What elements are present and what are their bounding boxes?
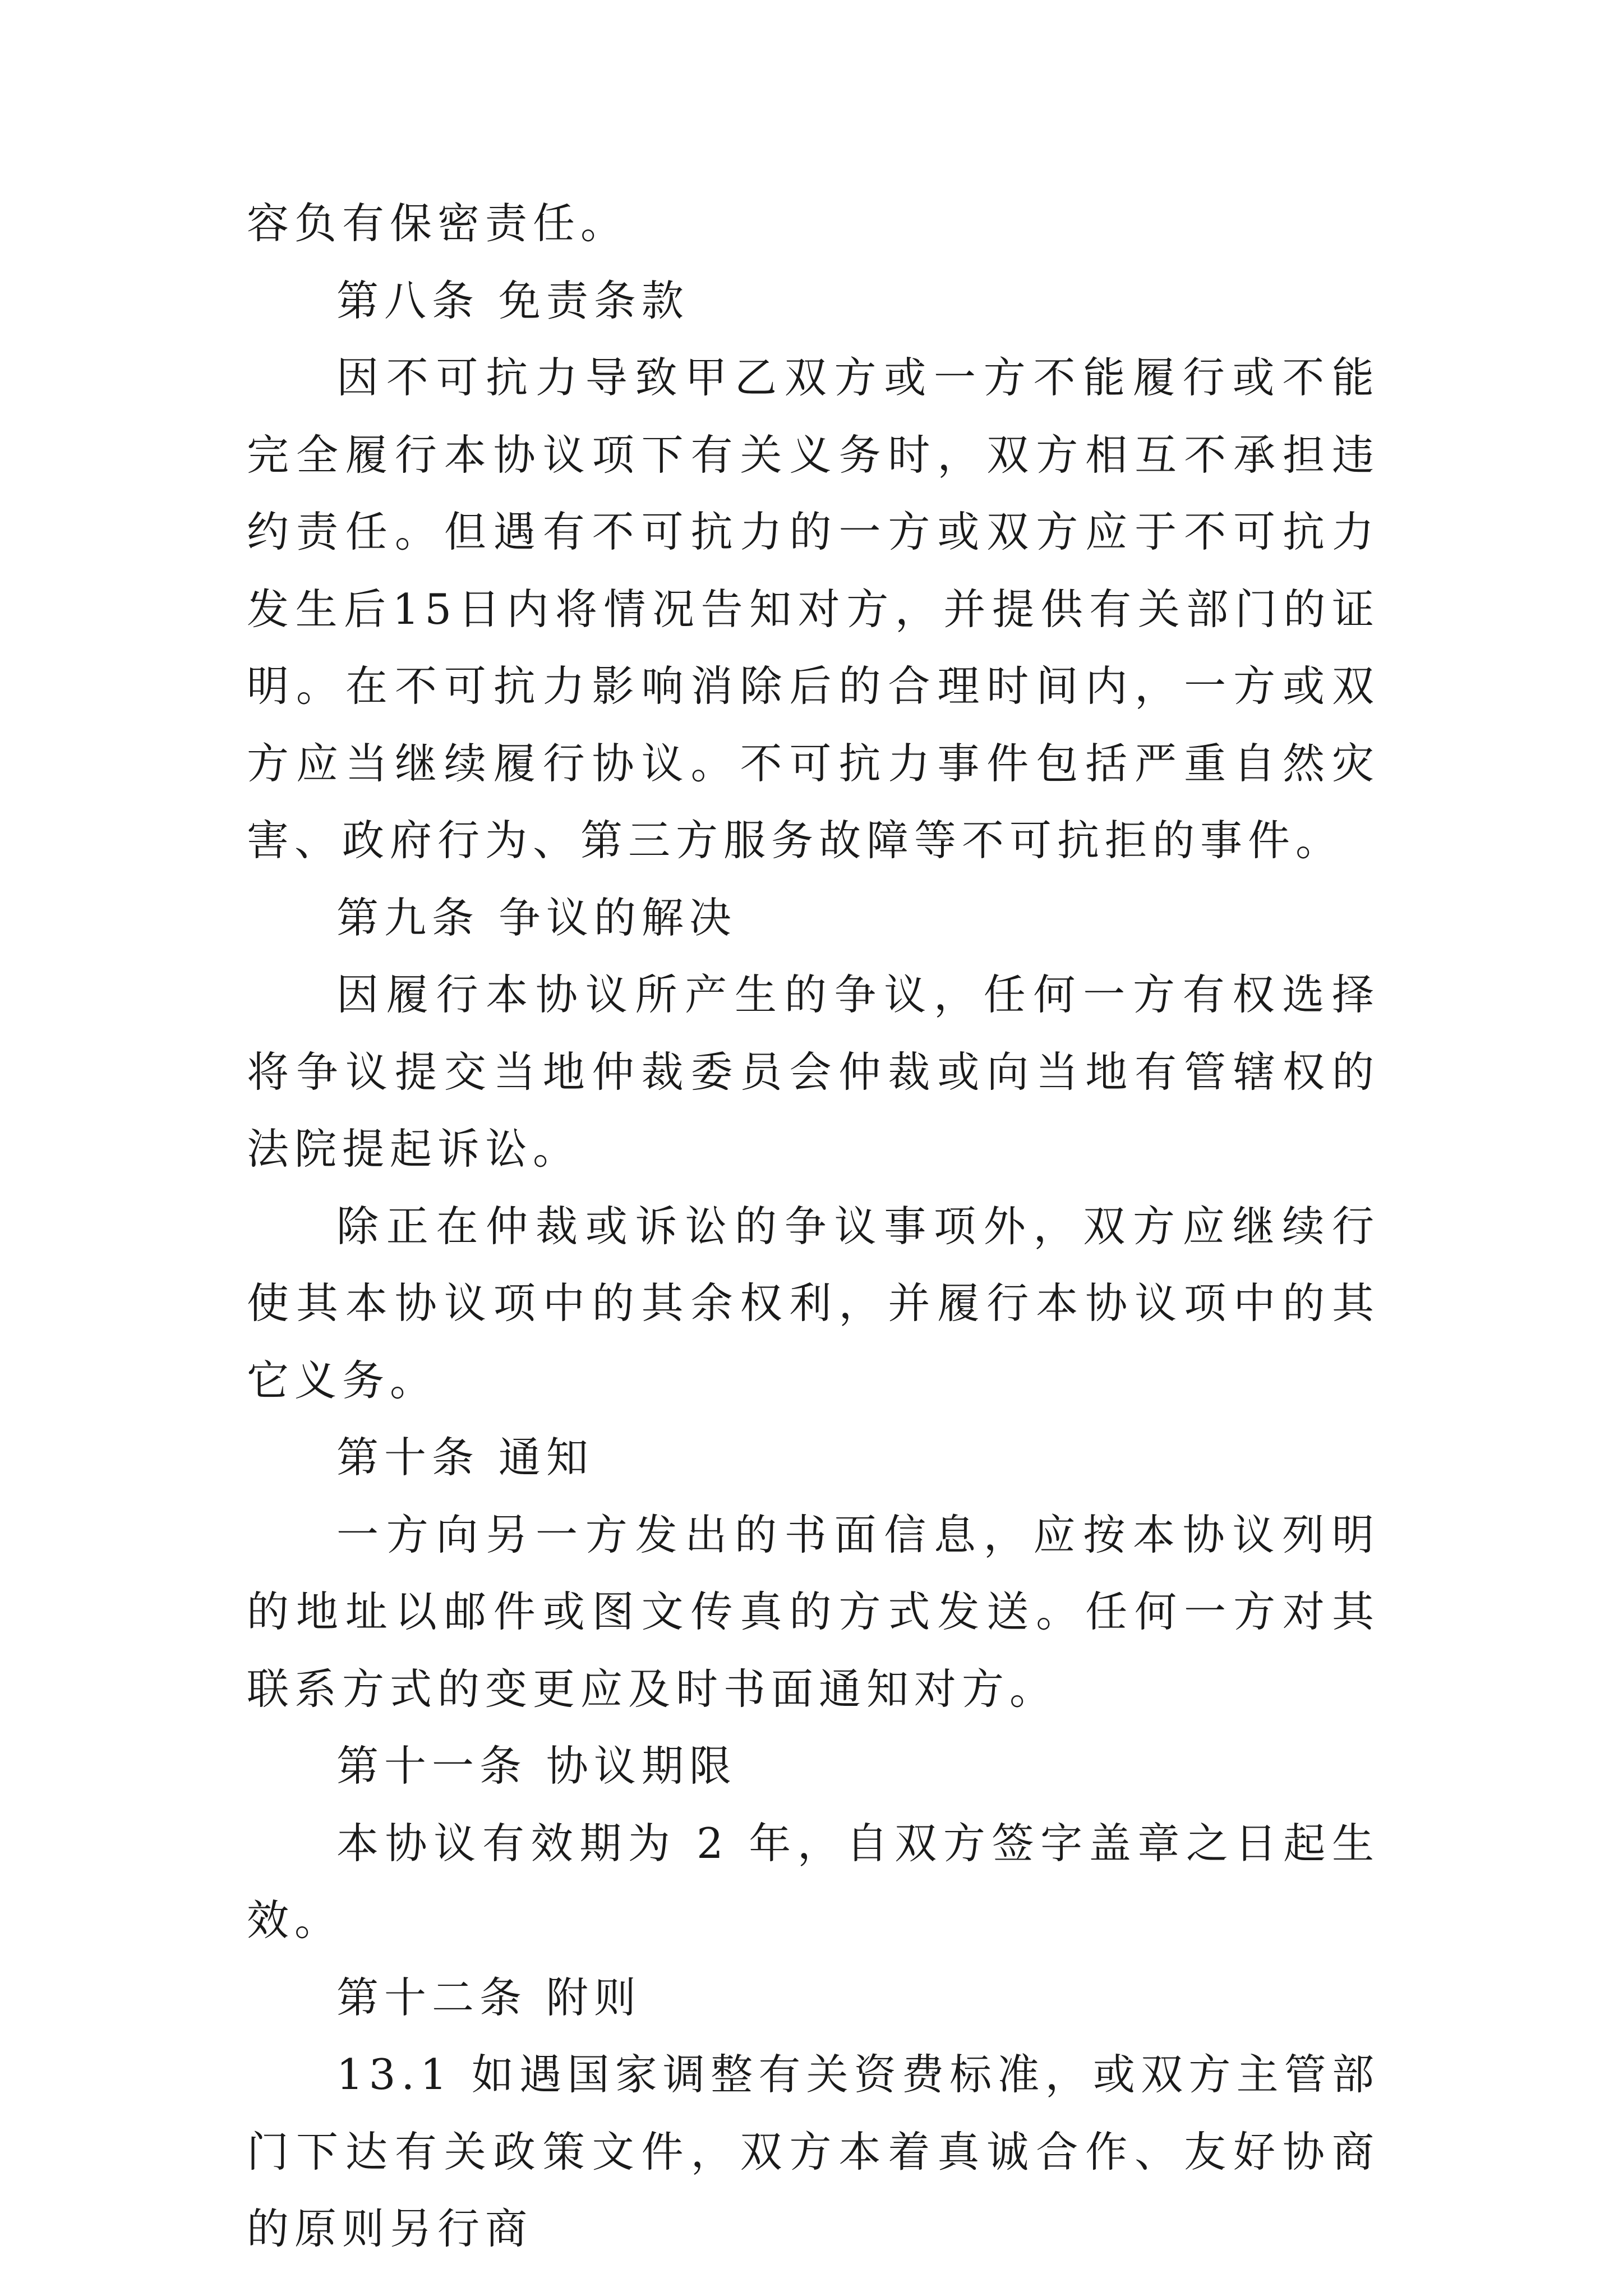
paragraph-continuation: 容负有保密责任。	[247, 199, 629, 248]
paragraph-continued-obligations: 除正在仲裁或诉讼的争议事项外，双方应继续行使其本协议项中的其余权利，并履行本协议项中的其它义务。	[247, 1201, 1380, 1405]
section-heading-article-10: 第十条 通知	[336, 1433, 594, 1482]
section-heading-article-12: 第十二条 附则	[336, 1972, 642, 2022]
section-heading-article-9: 第九条 争议的解决	[336, 892, 737, 942]
paragraph-supplementary-13-1: 13.1 如遇国家调整有关资费标准，或双方主管部门下达有关政策文件，双方本着真诚合作、友好协商的原则另行商	[247, 2050, 1380, 2253]
section-heading-article-11: 第十一条 协议期限	[336, 1741, 737, 1791]
paragraph-force-majeure: 因不可抗力导致甲乙双方或一方不能履行或不能完全履行本协议项下有关义务时，双方相互不承担违约责任。但遇有不可抗力的一方或双方应于不可抗力发生后15日内将情况告知对方，并提供有关部门的证明。在不可抗力影响消除后的合理时间内，一方或双方应当继续履行协议。不可抗力事件包括严重自然灾害、政府行为、第三方服务故障等不可抗拒的事件。	[247, 353, 1380, 865]
section-heading-article-8: 第八条 免责条款	[336, 275, 689, 325]
paragraph-dispute-resolution: 因履行本协议所产生的争议，任何一方有权选择将争议提交当地仲裁委员会仲裁或向当地有管辖权的法院提起诉讼。	[247, 970, 1380, 1174]
document-body	[247, 185, 1380, 2268]
paragraph-term: 本协议有效期为 2 年，自双方签字盖章之日起生效。	[247, 1818, 1380, 1945]
paragraph-notice: 一方向另一方发出的书面信息，应按本协议列明的地址以邮件或图文传真的方式发送。任何一方对其联系方式的变更应及时书面通知对方。	[247, 1510, 1380, 1714]
